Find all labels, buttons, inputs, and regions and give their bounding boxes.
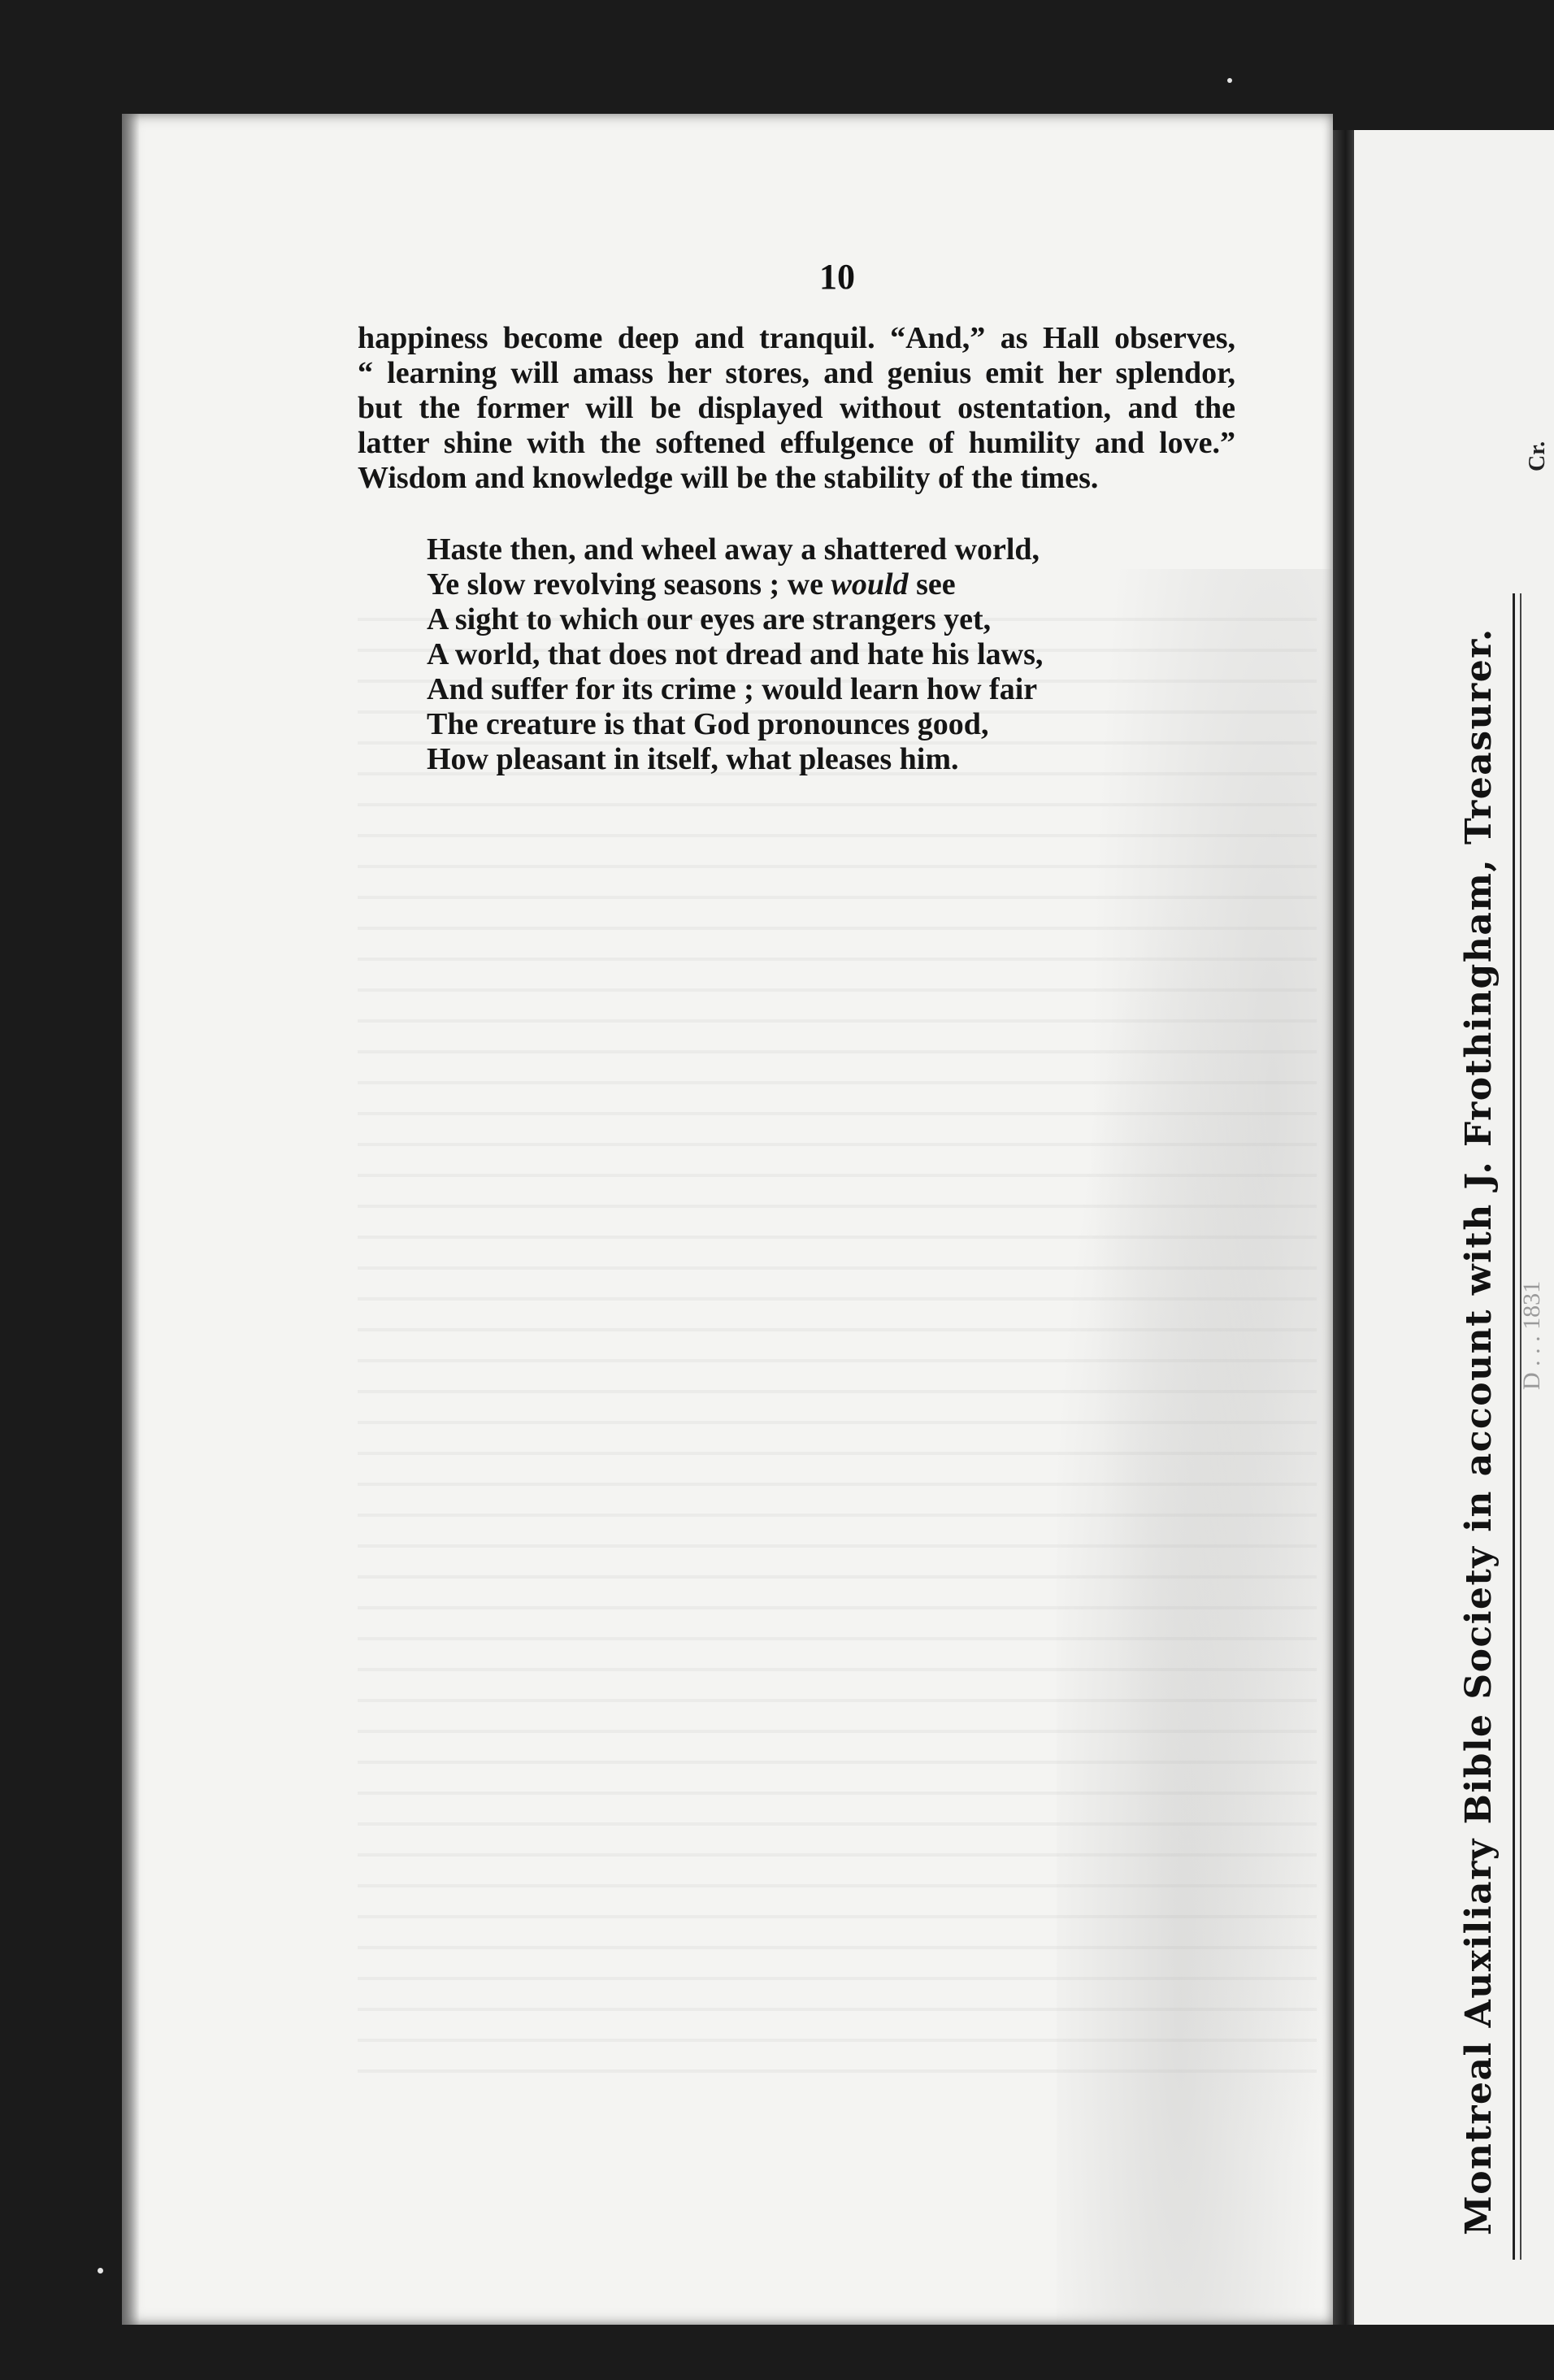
credit-column-label: Cr. [1525, 441, 1550, 471]
body-paragraph [358, 321, 1235, 496]
paragraph-line: “ learning will amass her stores, and genius emit her splendor, [358, 356, 1235, 390]
poem-line: How pleasant in itself, what pleases him. [427, 742, 959, 776]
rotated-content [1354, 130, 1554, 2325]
poem-quote [427, 532, 1158, 777]
book-gutter [1333, 130, 1354, 2325]
left-page [122, 114, 1333, 2325]
poem-line: The creature is that God pronounces good, [427, 707, 989, 741]
paragraph-line: latter shine with the softened effulgence of humility and love.” [358, 426, 1235, 460]
right-page [1354, 130, 1554, 2325]
paragraph-line: but the former will be displayed without ostentation, and the [358, 391, 1235, 425]
paragraph-line: Wisdom and knowledge will be the stability of the times. [358, 461, 1099, 495]
paragraph-line: happiness become deep and tranquil. “And,” as Hall observes, [358, 321, 1235, 355]
faint-date-text: D . . . 1831 [1518, 1280, 1545, 1390]
poem-line [427, 567, 1158, 602]
page-number: 10 [819, 257, 855, 297]
scan-speck [98, 2268, 103, 2274]
heading-rule [1513, 593, 1515, 2260]
poem-text: see [908, 567, 956, 602]
poem-line: Haste then, and wheel away a shattered world, [427, 532, 1040, 567]
poem-line: A world, that does not dread and hate his laws, [427, 637, 1044, 671]
poem-line: And suffer for its crime ; would learn how fair [427, 672, 1038, 706]
poem-line: A sight to which our eyes are strangers yet, [427, 602, 992, 636]
account-heading: Montreal Auxiliary Bible Society in account with J. Frothingham, Treasurer. [1458, 628, 1500, 2235]
poem-italic-word: would [831, 567, 909, 602]
scan-speck [1227, 78, 1232, 83]
water-stain [1057, 569, 1333, 2325]
poem-text: Ye slow revolving seasons ; we [427, 567, 831, 602]
heading-rule [1520, 593, 1521, 2260]
binding-shadow [122, 114, 140, 2325]
